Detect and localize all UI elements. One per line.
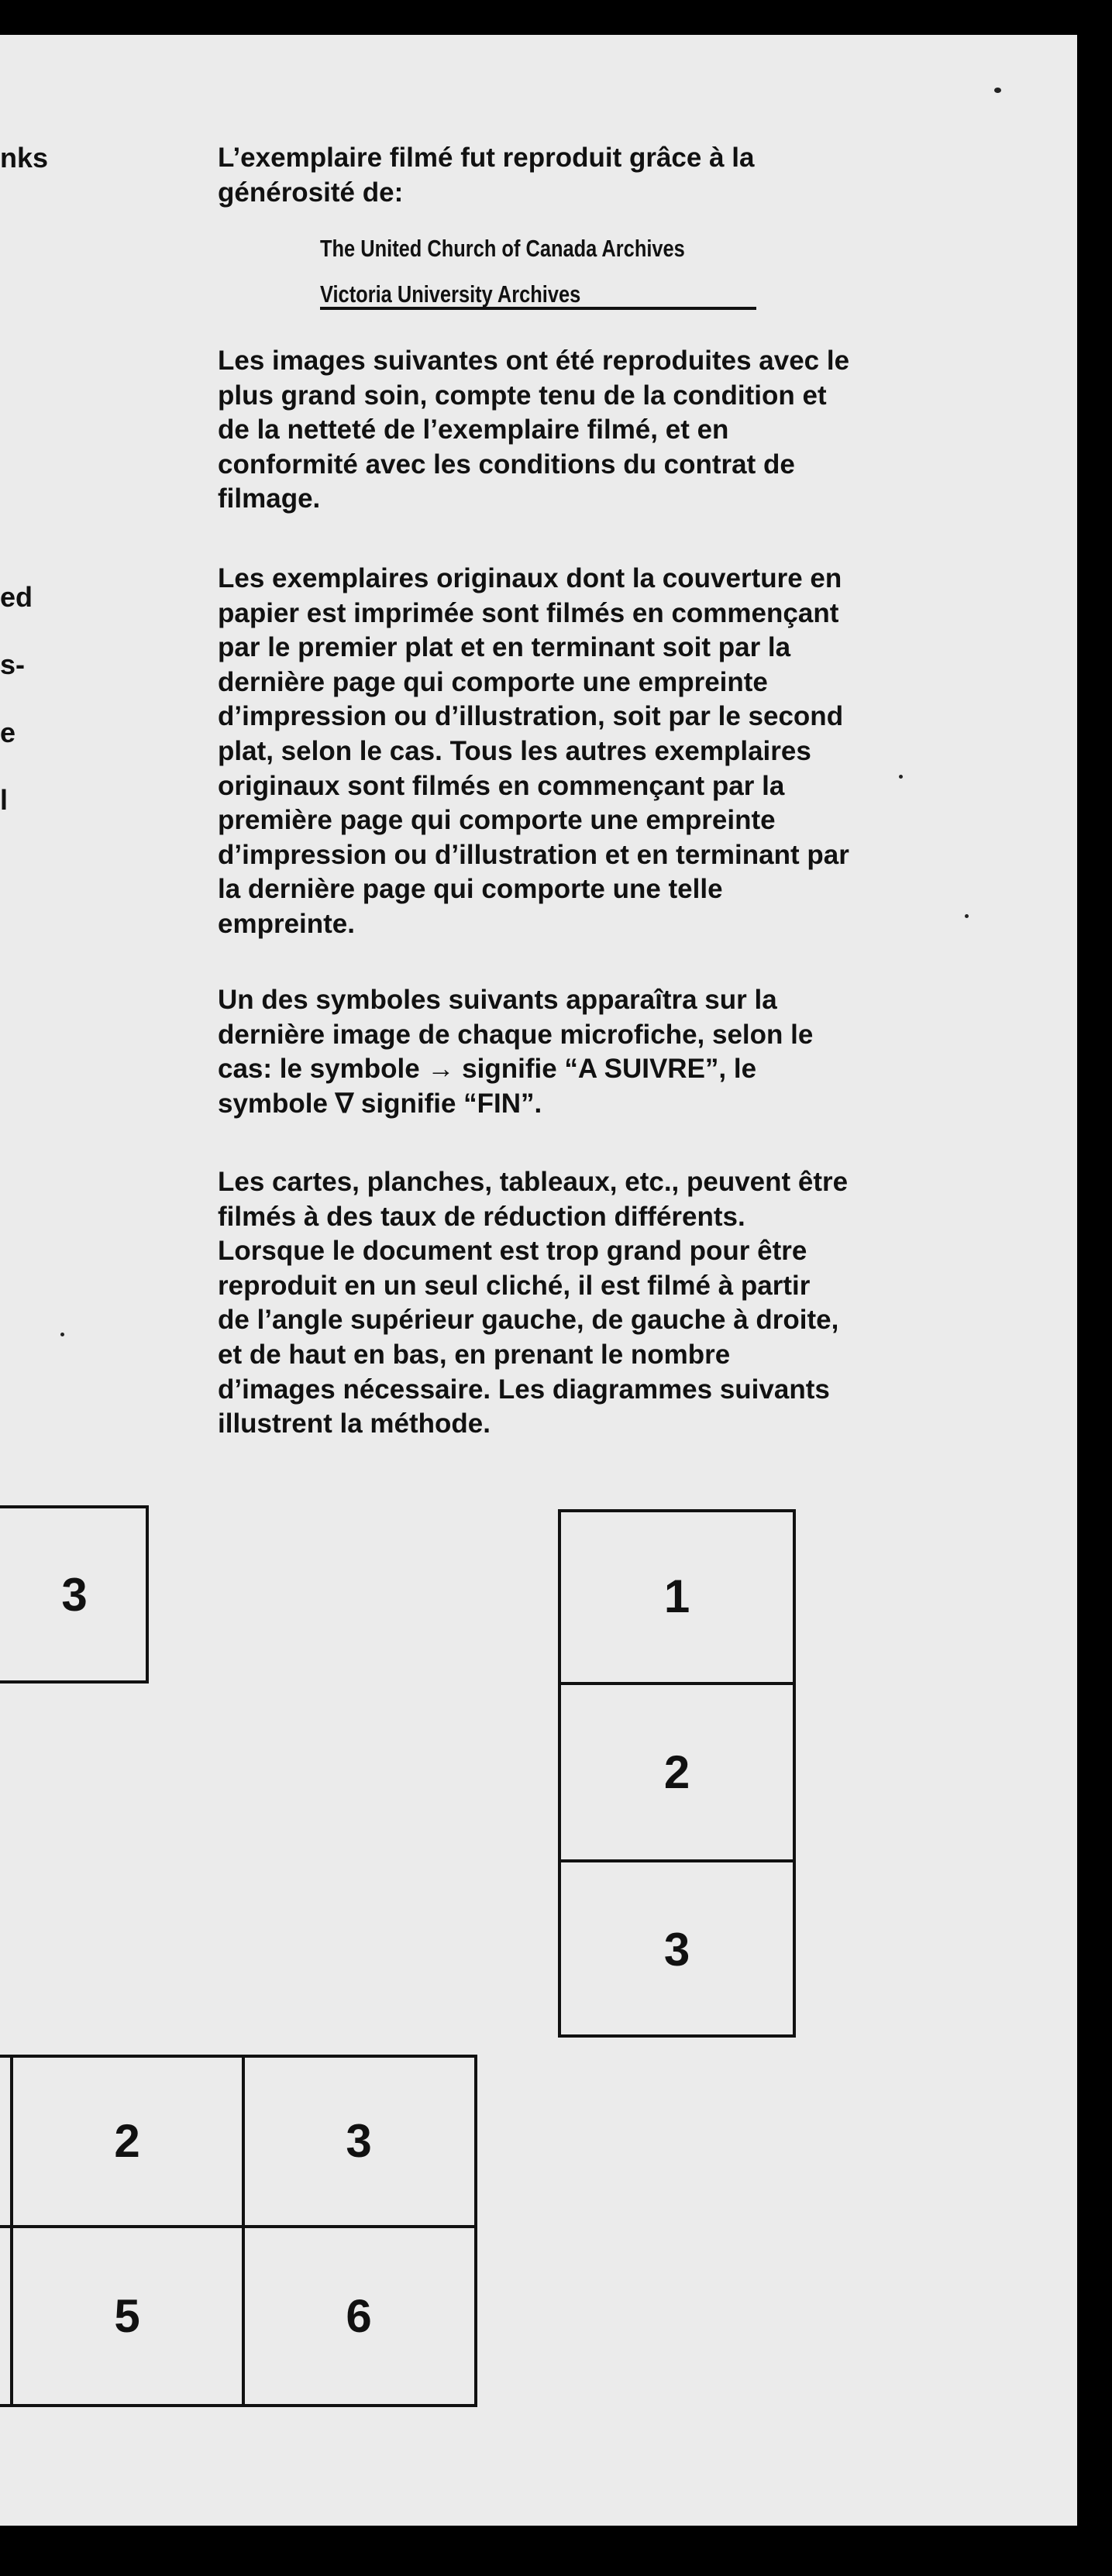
diagram-row-cell	[0, 1505, 149, 1684]
scan-speck	[965, 914, 969, 918]
intro-paragraph	[218, 141, 993, 210]
column-cell: 2	[663, 1745, 690, 1798]
symbol-text: cas: le symbole	[218, 1054, 420, 1085]
body-paragraph	[218, 562, 993, 942]
paragraph-line: et de haut en bas, en prenant le nombre	[218, 1339, 731, 1370]
intro-line: générosité de:	[218, 177, 404, 208]
symbol-text: symbole	[218, 1088, 328, 1119]
edge-fragment-5: l	[0, 784, 9, 816]
scan-speck	[60, 1333, 64, 1336]
body-paragraph	[218, 344, 993, 517]
paragraph-line: Un des symboles suivants apparaîtra sur la	[218, 985, 777, 1015]
paragraph-line: plus grand soin, compte tenu de la condition et	[218, 380, 827, 411]
paragraph-line: originaux sont filmés en commençant par la	[218, 770, 785, 801]
paragraph-line: conformité avec les conditions du contrat de	[218, 449, 795, 480]
paragraph-line: reproduit en un seul cliché, il est filmé à partir	[218, 1270, 811, 1301]
paragraph-line	[218, 1052, 993, 1087]
paragraph-line: papier est imprimée sont filmés en commençant	[218, 597, 839, 628]
paragraph-line: Les cartes, planches, tableaux, etc., peuvent être	[218, 1167, 849, 1197]
edge-fragment-1: nks	[0, 142, 49, 174]
paragraph-line: de la netteté de l’exemplaire filmé, et en	[218, 414, 729, 445]
symbol-text: signifie “A SUIVRE”, le	[462, 1054, 757, 1085]
paragraph-line	[218, 1087, 993, 1122]
paragraph-line: Les images suivantes ont été reproduites avec le	[218, 346, 850, 376]
paragraph-line: d’images nécessaire. Les diagrammes suivants	[218, 1374, 830, 1405]
paragraph-line: dernière page qui comporte une empreinte	[218, 666, 768, 697]
column-cell: 3	[663, 1923, 690, 1976]
grid-cell: 5	[114, 2289, 140, 2342]
paragraph-line: première page qui comporte une empreinte	[218, 805, 776, 836]
grid-cell: 3	[346, 2114, 372, 2167]
cell-number: 3	[61, 1568, 88, 1621]
paragraph-line: de l’angle supérieur gauche, de gauche à droite,	[218, 1305, 839, 1336]
paragraph-line: filmés à des taux de réduction différents.	[218, 1201, 745, 1232]
arrow-icon: →	[427, 1054, 455, 1085]
paragraph-line: la dernière page qui comporte une telle	[218, 874, 723, 905]
paragraph-line: d’impression ou d’illustration et en terminant par	[218, 839, 849, 870]
grid-cell: 2	[114, 2114, 140, 2167]
institution-name: The United Church of Canada Archives	[320, 235, 685, 262]
paragraph-line: par le premier plat et en terminant soit par la	[218, 632, 791, 663]
edge-fragment-3: s-	[0, 648, 26, 680]
paragraph-line: illustrent la méthode.	[218, 1408, 491, 1439]
paragraph-line: empreinte.	[218, 908, 355, 939]
grid-cell: 6	[346, 2289, 372, 2342]
document-page	[0, 35, 1077, 2526]
edge-fragment-4: e	[0, 717, 16, 748]
paragraph-line: filmage.	[218, 483, 321, 514]
symbol-text: signifie “FIN”.	[360, 1088, 542, 1119]
paragraph-line: dernière image de chaque microfiche, selon le	[218, 1019, 814, 1050]
symbols-paragraph	[218, 983, 993, 1121]
paragraph-line: d’impression ou d’illustration, soit par le second	[218, 701, 844, 732]
edge-fragment-2: ed	[0, 581, 33, 613]
paragraph-line: Les exemplaires originaux dont la couverture en	[218, 563, 842, 593]
paragraph-line: plat, selon le cas. Tous les autres exemplaires	[218, 735, 811, 766]
paragraph-line: Lorsque le document est trop grand pour être	[218, 1236, 807, 1267]
intro-line: L’exemplaire filmé fut reproduit grâce à la	[218, 143, 755, 173]
scan-speck	[899, 775, 903, 779]
maps-paragraph	[218, 1165, 993, 1442]
column-cell: 1	[663, 1570, 690, 1622]
triangle-down-icon: ∇	[335, 1088, 354, 1119]
scan-speck	[994, 88, 1001, 93]
institution-name: Victoria University Archives	[320, 280, 581, 308]
